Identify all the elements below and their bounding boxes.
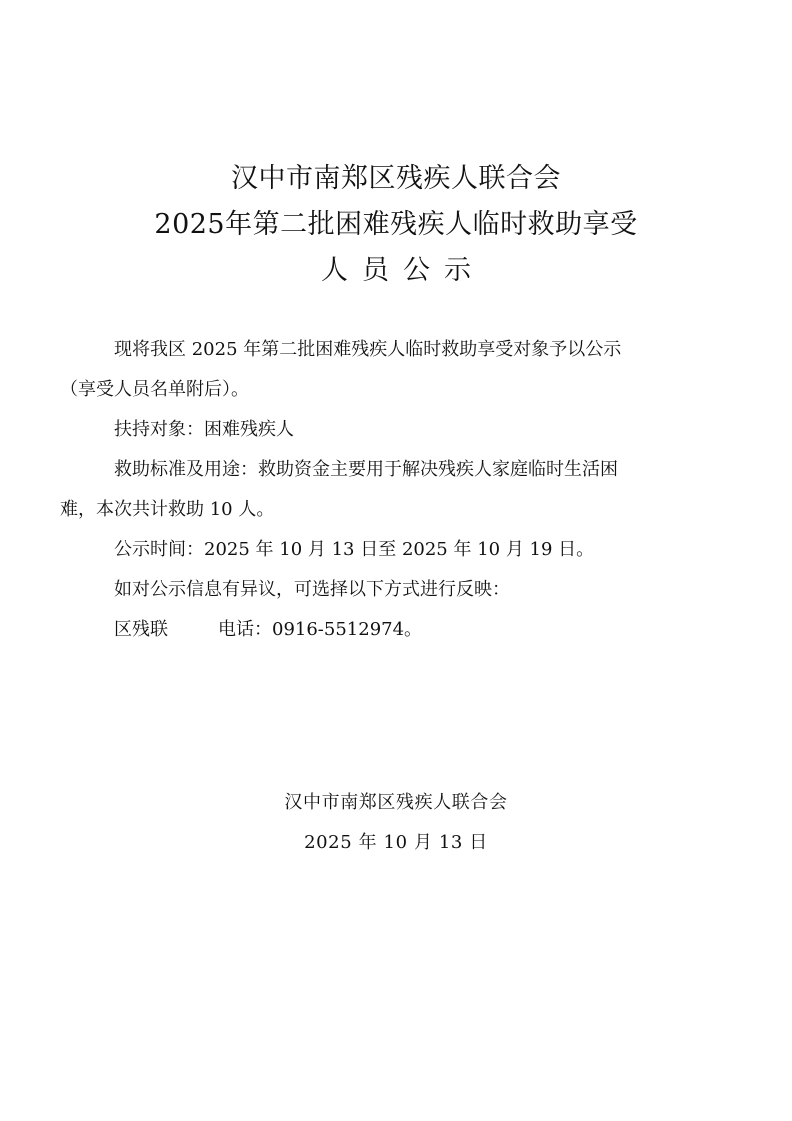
signature-block — [0, 783, 792, 863]
standard-paragraph-line-2: 难，本次共计救助 10 人。 — [60, 499, 275, 520]
signature-org: 汉中市南郑区残疾人联合会 — [284, 792, 508, 813]
contact-org: 区残联 — [114, 619, 168, 640]
signature-date: 2025 年 10 月 13 日 — [304, 832, 488, 853]
standard-paragraph-line-1: 救助标准及用途：救助资金主要用于解决残疾人家庭临时生活困 — [114, 459, 618, 480]
contact-phone: 电话：0916-5512974。 — [218, 619, 423, 640]
period-paragraph: 公示时间：2025 年 10 月 13 日至 2025 年 10 月 19 日。 — [114, 539, 595, 560]
document-title — [0, 156, 792, 294]
objection-paragraph: 如对公示信息有异议，可选择以下方式进行反映： — [114, 579, 510, 600]
target-paragraph: 扶持对象：困难残疾人 — [114, 419, 294, 440]
document-body — [60, 330, 720, 650]
intro-paragraph-line-2: （享受人员名单附后）。 — [60, 379, 249, 400]
title-line-2: 2025年第二批困难残疾人临时救助享受 — [154, 209, 638, 240]
title-line-3: 人员公示 — [321, 255, 485, 286]
title-line-1: 汉中市南郑区残疾人联合会 — [231, 163, 561, 194]
contact-paragraph — [60, 610, 720, 650]
intro-paragraph-line-1: 现将我区 2025 年第二批困难残疾人临时救助享受对象予以公示 — [114, 339, 622, 360]
